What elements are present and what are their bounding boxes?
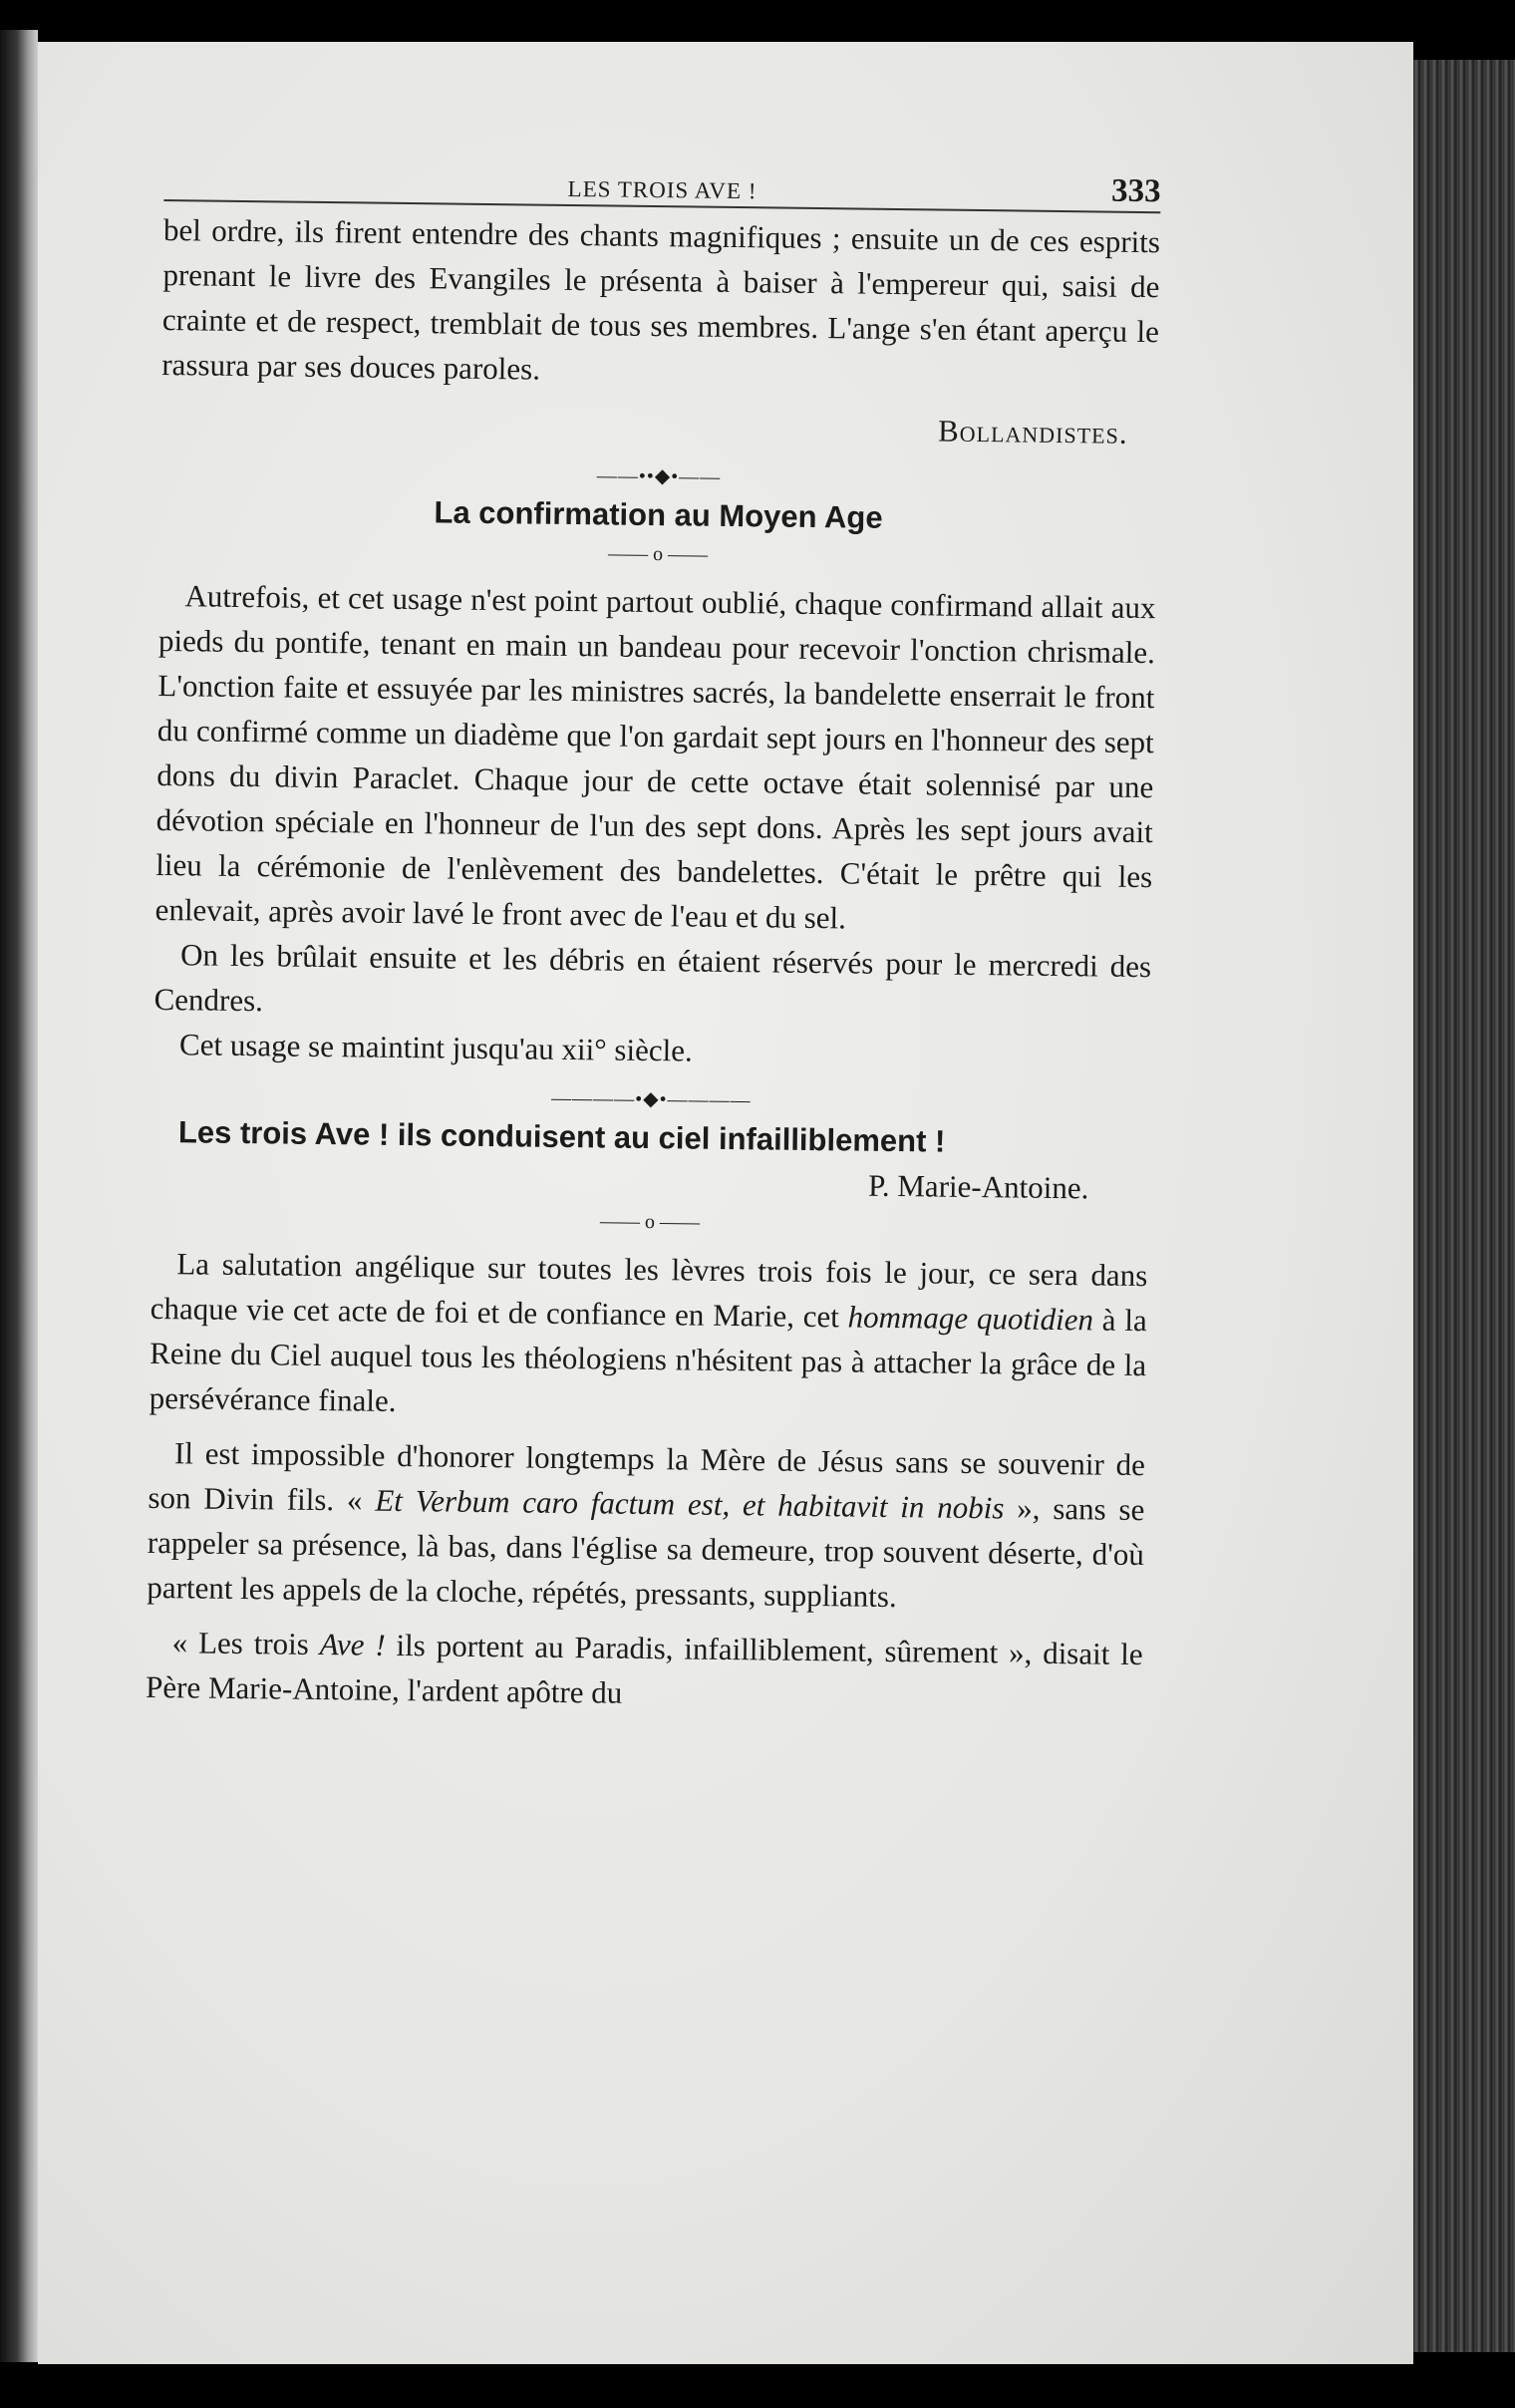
section-ornament: ——••◆•—— — [596, 464, 722, 488]
paragraph: On les brûlait ensuite et les débris en étaient réservés pour le mercredi des Cendres. — [153, 937, 1152, 1019]
running-head: LES TROIS AVE ! — [567, 175, 758, 204]
title-separator: —— o —— — [607, 542, 709, 566]
section-title-trois-ave: Les trois Ave ! ils conduisent au ciel infailliblement ! — [177, 1114, 946, 1159]
title-separator: —— o —— — [599, 1210, 701, 1234]
text-run: à la Reine du Ciel auquel tous les théologiens n'hésitent pas à attacher la grâce de la persévérance finale. — [149, 1302, 1147, 1418]
attribution: P. Marie-Antoine. — [867, 1167, 1089, 1206]
paragraph — [146, 1620, 1143, 1721]
italic-text: Et Verbum caro factum est, et habitavit in nobis — [375, 1482, 1005, 1526]
paragraph: Autrefois, et cet usage n'est point partout oublié, chaque confirmand allait aux pieds du pontife, tenant en main un bandeau pour recevoir l'onction chrismale. L'onction faite et essuyée par les ministres sacrés, la bandelette enserrait le front du confirmé comme un diadème que l'on gardait sept jours en l'honneur des sept dons du divin Paraclet. Chaque jour de cette octave était solennisé par une dévotion spéciale en l'honneur de l'un des sept dons. Après les sept jours avait lieu la cérémonie de l'enlèvement des bandelettes. C'était le prêtre qui les enlevait, après avoir lavé le front avec de l'eau et du sel. — [154, 578, 1156, 936]
paragraph — [147, 1430, 1145, 1622]
signature: Bollandistes. — [937, 413, 1128, 451]
paragraph: Cet usage se maintint jusqu'au xii° siècle. — [178, 1027, 693, 1068]
page-number: 333 — [1110, 172, 1161, 210]
italic-text: Ave ! — [319, 1627, 386, 1662]
page-content — [146, 150, 1161, 1721]
book-page-edges-right — [1413, 60, 1515, 2352]
text-run: « Les trois — [171, 1625, 320, 1662]
italic-text: hommage quotidien — [847, 1299, 1094, 1338]
section-title-confirmation: La confirmation au Moyen Age — [434, 494, 883, 535]
continuation-paragraph: bel ordre, ils firent entendre des chants magnifiques ; ensuite un de ces esprits prenant le livre des Evangiles le présenta à baiser à l'empereur qui, saisi de crainte et de respect, tremblait de tous ses membres. L'ange s'en étant aperçu le rassura par ses douces paroles. — [161, 211, 1161, 387]
paragraph — [149, 1241, 1147, 1432]
book-gutter-left — [0, 30, 38, 2362]
text-run: Il est impossible d'honorer longtemps la Mère de Jésus sans se souvenir de son Divin fils. « — [148, 1435, 1146, 1518]
text-run: La salutation angélique sur toutes les lèvres trois fois le jour, ce sera dans chaque vie cet acte de foi et de confiance en Marie, cet — [150, 1246, 1148, 1335]
text-run: ils portent au Paradis, infailliblement, sûrement », disait le Père Marie-Antoine, l'ardent apôtre du — [145, 1627, 1143, 1710]
section-ornament: ————•◆•———— — [551, 1086, 752, 1112]
text-run: », sans se rappeler sa présence, là bas, dans l'église sa demeure, trop souvent déserte, d'où partent les appels de la cloche, répétés, pressants, suppliants. — [147, 1490, 1145, 1615]
